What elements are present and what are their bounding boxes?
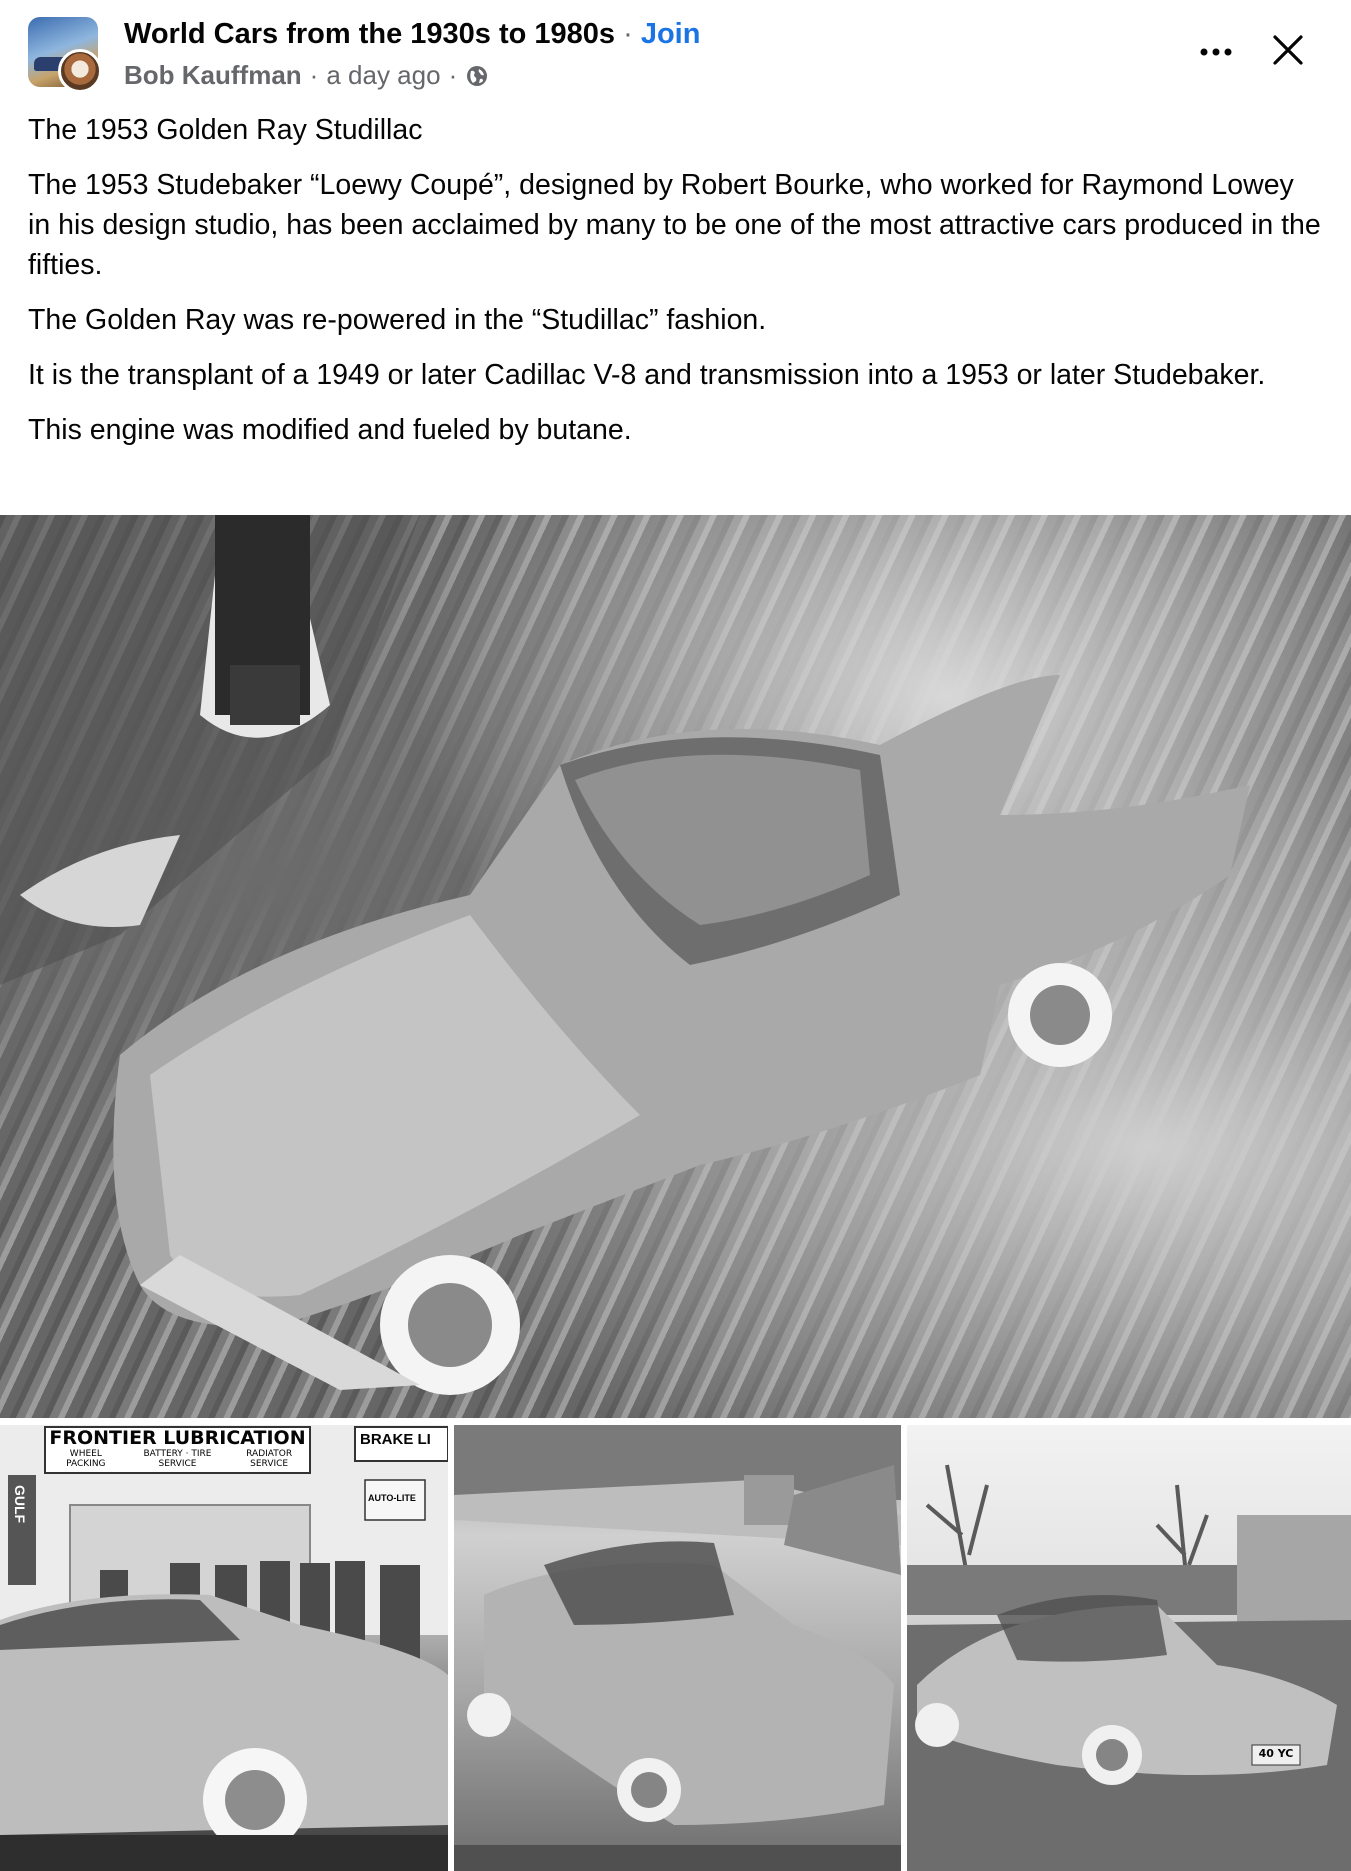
shop-sign-item: RADIATOR SERVICE: [246, 1449, 293, 1469]
post-paragraph: This engine was modified and fueled by butane.: [28, 414, 632, 446]
auto-lite-sign: AUTO-LITE: [368, 1493, 416, 1503]
close-button[interactable]: [1266, 28, 1310, 72]
shop-sign-title: FRONTIER LUBRICATION: [49, 1427, 306, 1449]
shop-sign-items: [45, 1449, 310, 1469]
avatar-stack[interactable]: [28, 17, 100, 91]
post-timestamp[interactable]: a day ago: [326, 60, 441, 90]
group-name-link[interactable]: World Cars from the 1930s to 1980s: [124, 18, 616, 50]
post-title: The 1953 Golden Ray Studillac: [28, 114, 423, 146]
meta-separator: ·: [309, 60, 319, 90]
join-button[interactable]: Join: [640, 18, 701, 50]
car-aerial-illustration: [0, 515, 1351, 1418]
globe-icon: [465, 64, 489, 88]
thumbnail-photo-3[interactable]: [907, 1425, 1351, 1871]
more-options-button[interactable]: [1196, 32, 1236, 72]
author-name-link[interactable]: Bob Kauffman: [124, 60, 302, 90]
group-title-line: [124, 18, 700, 51]
shop-sign: [45, 1427, 310, 1473]
author-avatar[interactable]: [58, 49, 102, 93]
car-rear-illustration: [907, 1425, 1351, 1871]
more-horizontal-icon: [1198, 47, 1234, 57]
shop-sign-item: BATTERY · TIRE SERVICE: [143, 1449, 212, 1469]
post-header: [0, 0, 1351, 110]
meta-separator: ·: [448, 60, 458, 90]
shop-sign-item: WHEEL PACKING: [66, 1449, 106, 1469]
gulf-sign: GULF: [12, 1485, 28, 1524]
post-body: [28, 110, 1323, 465]
thumbnail-photo-2[interactable]: [454, 1425, 901, 1871]
parked-car-illustration: [454, 1425, 901, 1871]
license-plate: 40 YC: [1258, 1747, 1294, 1760]
title-separator: ·: [623, 18, 633, 50]
post-meta: [124, 60, 489, 91]
main-photo[interactable]: [0, 515, 1351, 1418]
photo-grid: [0, 515, 1351, 1871]
close-icon: [1272, 34, 1304, 66]
thumbnail-photo-1[interactable]: [0, 1425, 448, 1871]
brake-sign: BRAKE LI: [360, 1431, 431, 1448]
post-paragraph: It is the transplant of a 1949 or later Cadillac V-8 and transmission into a 1953 or later Studebaker.: [28, 359, 1266, 391]
post-paragraph: The Golden Ray was re-powered in the “Studillac” fashion.: [28, 304, 767, 336]
garage-scene-illustration: [0, 1425, 448, 1871]
post-paragraph: The 1953 Studebaker “Loewy Coupé”, designed by Robert Bourke, who worked for Raymond Lowey in his design studio, has been acclaimed by many to be one of the most attractive cars produced in the fifties.: [28, 169, 1321, 281]
